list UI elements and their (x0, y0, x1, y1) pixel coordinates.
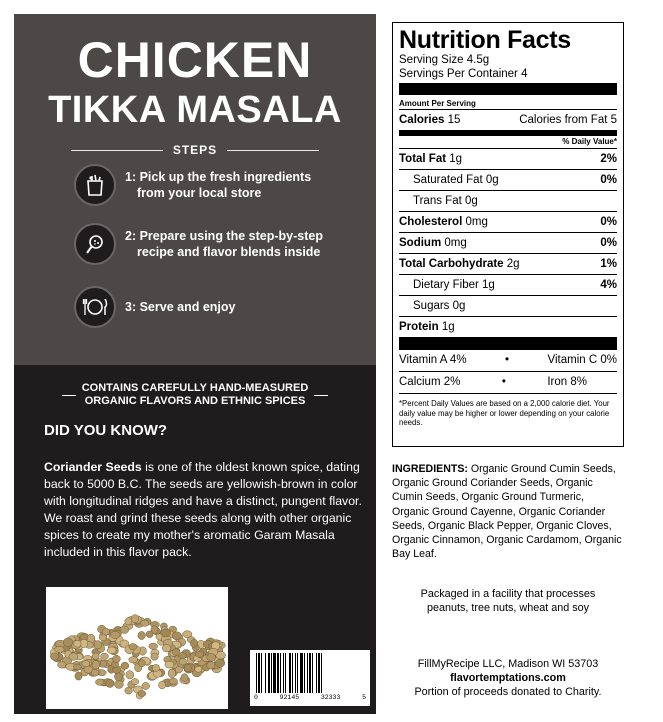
company-website: flavortemptations.com (450, 672, 566, 684)
nutrient-amount: 1g (449, 153, 463, 165)
barcode (250, 650, 370, 706)
calories-from-fat: Calories from Fat 5 (519, 114, 617, 126)
step-2-line-1: 2: Prepare using the step-by-step (125, 229, 323, 243)
nutrient-amount: 1g (441, 321, 455, 333)
nutrient-daily-value: 0% (600, 174, 617, 186)
contains-line-2: ORGANIC FLAVORS AND ETHNIC SPICES (84, 395, 306, 407)
nutrient-amount: 0g (485, 174, 499, 186)
allergen-line-2: peanuts, tree nuts, wheat and soy (426, 602, 590, 614)
divider (314, 395, 328, 396)
nutrient-row (399, 233, 617, 254)
vitamin-row-1 (399, 350, 617, 372)
step-1-line-1: 1: Pick up the fresh ingredients (125, 170, 312, 184)
contains-heading (14, 382, 376, 408)
daily-value-footnote: *Percent Daily Values are based on a 2,000 calorie diet. Your daily value may be higher or lower depending on your calorie needs. (399, 399, 610, 427)
dyk-text: is one of the oldest known spice, dating back to 5000 B.C. The seeds are yellowish-brown in color with longitudinal ridges and have a distinct, pungent flavor. We roast and grind these seeds along with other organic spices to create my mother's aromatic Garam Masala included in this flavor pack. (44, 460, 362, 559)
daily-value-header: % Daily Value* (399, 136, 617, 149)
iron: Iron 8% (547, 376, 587, 388)
nutrient-row (399, 149, 617, 170)
nutrient-name: Sodium (399, 237, 442, 249)
nutrient-row (399, 170, 617, 191)
nutrient-label (399, 317, 455, 337)
nutrient-amount: 2g (506, 258, 520, 270)
step-1-text (125, 169, 365, 201)
barcode-digit-lead: 0 (254, 694, 258, 701)
nutrient-label (413, 170, 499, 190)
step-1-line-2: from your local store (137, 186, 262, 200)
nutrient-name: Trans Fat (413, 195, 462, 207)
nutrient-amount: 0mg (444, 237, 467, 249)
nutrient-daily-value: 0% (600, 216, 617, 228)
nutrient-label (399, 233, 467, 253)
nutrition-title: Nutrition Facts (399, 26, 571, 54)
step-2-text (125, 228, 365, 260)
nutrient-label (399, 212, 488, 232)
charity-note: Portion of proceeds donated to Charity. (414, 686, 602, 698)
nutrient-amount: 0g (452, 300, 466, 312)
nutrition-facts-panel (392, 22, 624, 447)
nutrient-name: Protein (399, 321, 439, 333)
calories-label: Calories (399, 114, 445, 126)
plate-utensils-icon (74, 286, 116, 328)
nutrient-label (399, 254, 520, 274)
title-line-1: CHICKEN (77, 32, 313, 88)
coriander-seeds-image (46, 587, 228, 709)
nutrient-daily-value: 2% (600, 153, 617, 165)
nutrient-label (413, 296, 465, 316)
barcode-digit-group-1: 92145 (279, 694, 300, 701)
nutrient-daily-value: 0% (600, 237, 617, 249)
vitamin-a: Vitamin A 4% (399, 354, 467, 366)
amount-per-serving: Amount Per Serving (399, 99, 476, 108)
bullet: • (505, 354, 510, 366)
thick-divider (399, 338, 617, 350)
nutrient-daily-value: 4% (600, 279, 617, 291)
nutrient-name: Total Carbohydrate (399, 258, 504, 270)
nutrient-rows (399, 149, 617, 338)
company-info (392, 657, 624, 699)
step-3-line-1: 3: Serve and enjoy (125, 300, 236, 314)
servings-per-container: Servings Per Container 4 (399, 68, 528, 80)
step-1 (74, 164, 365, 206)
ingredients-text: Organic Ground Cumin Seeds, Organic Ground Coriander Seeds, Organic Cumin Seeds, Organic Ground Turmeric, Organic Ground Cayenne, Organic Coriander Seeds, Organic Black Pepper, Organic Cloves, Organic Cinnamon, Organic Cardamom, Organic Bay Leaf. (392, 463, 622, 561)
nutrient-row (399, 191, 617, 212)
divider (71, 150, 163, 151)
allergen-notice (392, 587, 624, 615)
divider (62, 395, 76, 396)
spice-whisk-icon (74, 223, 116, 265)
ingredients-label: INGREDIENTS: (392, 463, 468, 475)
nutrient-name: Saturated Fat (413, 174, 483, 186)
step-3 (74, 286, 365, 328)
nutrient-row (399, 212, 617, 233)
nutrient-name: Sugars (413, 300, 450, 312)
grocery-bag-icon (74, 164, 116, 206)
barcode-digit-check: 5 (362, 694, 366, 701)
barcode-digit-group-2: 32333 (320, 694, 341, 701)
calcium: Calcium 2% (399, 376, 461, 388)
nutrient-name: Total Fat (399, 153, 447, 165)
nutrient-amount: 0mg (465, 216, 488, 228)
nutrient-amount: 1g (482, 279, 495, 291)
calories-row (399, 110, 617, 131)
did-you-know-body (44, 459, 366, 561)
nutrient-row (399, 275, 617, 296)
serving-size: Serving Size 4.5g (399, 54, 490, 66)
nutrient-row (399, 296, 617, 317)
nutrient-row (399, 317, 617, 338)
divider (227, 150, 319, 151)
nutrient-name: Dietary Fiber (413, 279, 479, 291)
nutrient-daily-value: 1% (600, 258, 617, 270)
step-2-line-2: recipe and flavor blends inside (137, 245, 321, 259)
steps-label: STEPS (172, 143, 218, 157)
allergen-line-1: Packaged in a facility that processes (420, 588, 596, 600)
barcode-digits (254, 694, 366, 701)
steps-heading (14, 142, 376, 158)
contains-text (82, 382, 309, 408)
ingredients-list (392, 462, 622, 561)
nutrient-label (413, 191, 478, 211)
title-line-2: TIKKA MASALA (48, 89, 342, 131)
nutrient-label (413, 275, 495, 295)
nutrient-row (399, 254, 617, 275)
contains-line-1: CONTAINS CAREFULLY HAND-MEASURED (81, 382, 309, 394)
nutrient-amount: 0g (464, 195, 478, 207)
calories-value: 15 (447, 114, 461, 126)
step-3-text (125, 299, 365, 315)
nutrient-name: Cholesterol (399, 216, 463, 228)
company-address: FillMyRecipe LLC, Madison WI 53703 (417, 658, 599, 670)
vitamin-row-2 (399, 372, 617, 394)
did-you-know-title: DID YOU KNOW? (44, 422, 168, 439)
bullet: • (501, 376, 506, 388)
nutrient-label (399, 149, 462, 169)
vitamin-c: Vitamin C 0% (547, 354, 617, 366)
step-2 (74, 223, 365, 265)
product-label-panel (14, 14, 376, 714)
thick-divider (399, 83, 617, 95)
dyk-bold-term: Coriander Seeds (44, 460, 142, 474)
